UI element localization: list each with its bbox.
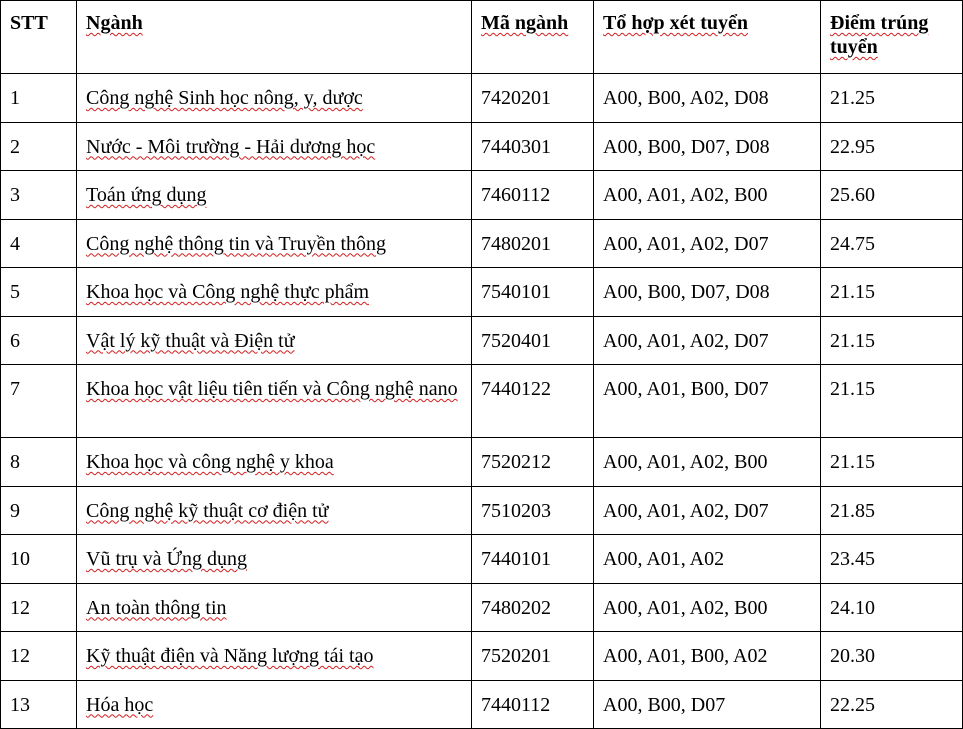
table-header-row [1, 1, 963, 74]
header-diem [821, 1, 963, 74]
cell-ma-nganh: 7520212 [472, 438, 594, 487]
cell-stt: 4 [1, 219, 77, 268]
cell-ma-nganh: 7440101 [472, 535, 594, 584]
header-to-hop-label: Tổ hợp xét tuyển [603, 12, 748, 34]
cell-nganh-text: An toàn thông tin [86, 596, 227, 619]
cell-stt: 6 [1, 316, 77, 365]
cell-nganh-text: Toán ứng dụng [86, 184, 207, 206]
cell-nganh [77, 171, 472, 220]
cell-to-hop: A00, A01, A02, B00 [594, 171, 821, 220]
cell-nganh-text: Vật lý kỹ thuật và Điện tử [86, 329, 295, 352]
cell-diem: 22.25 [821, 680, 963, 729]
cell-ma-nganh: 7540101 [472, 268, 594, 317]
cell-nganh-text: Khoa học vật liệu tiên tiến và Công nghệ nano [86, 378, 458, 400]
table-row [1, 365, 963, 438]
table-row [1, 74, 963, 123]
cell-stt: 1 [1, 74, 77, 123]
cell-stt: 2 [1, 122, 77, 171]
cell-diem: 21.25 [821, 74, 963, 123]
cell-stt: 12 [1, 632, 77, 681]
cell-to-hop: A00, B00, D07, D08 [594, 122, 821, 171]
cell-nganh [77, 680, 472, 729]
cell-stt: 12 [1, 583, 77, 632]
cell-ma-nganh: 7440301 [472, 122, 594, 171]
cell-stt: 13 [1, 680, 77, 729]
cell-ma-nganh: 7420201 [472, 74, 594, 123]
cell-ma-nganh: 7460112 [472, 171, 594, 220]
cell-nganh [77, 122, 472, 171]
header-nganh [77, 1, 472, 74]
cell-ma-nganh: 7520401 [472, 316, 594, 365]
cell-to-hop: A00, A01, A02 [594, 535, 821, 584]
cell-nganh-text: Vũ trụ và Ứng dụng [86, 548, 248, 570]
cell-to-hop: A00, A01, A02, B00 [594, 438, 821, 487]
cell-to-hop: A00, B00, D07, D08 [594, 268, 821, 317]
cell-stt: 3 [1, 171, 77, 220]
cell-stt: 8 [1, 438, 77, 487]
cell-ma-nganh: 7480202 [472, 583, 594, 632]
cell-nganh-text: Khoa học và Công nghệ thực phẩm [86, 281, 369, 303]
cell-diem: 20.30 [821, 632, 963, 681]
header-nganh-label: Ngành [86, 12, 143, 34]
cell-nganh-text: Công nghệ kỹ thuật cơ điện tử [86, 499, 329, 522]
table-row [1, 171, 963, 220]
cell-diem: 21.15 [821, 316, 963, 365]
cell-stt: 9 [1, 486, 77, 535]
cell-diem: 24.75 [821, 219, 963, 268]
table-row [1, 583, 963, 632]
cell-nganh [77, 365, 472, 438]
cell-ma-nganh: 7440112 [472, 680, 594, 729]
cell-ma-nganh: 7510203 [472, 486, 594, 535]
table-row [1, 680, 963, 729]
cell-to-hop: A00, A01, A02, D07 [594, 486, 821, 535]
cell-to-hop: A00, A01, A02, D07 [594, 316, 821, 365]
cell-to-hop: A00, B00, D07 [594, 680, 821, 729]
cell-nganh-text: Nước - Môi trường - Hải dương học [86, 135, 376, 158]
cell-nganh [77, 316, 472, 365]
table-row [1, 316, 963, 365]
cell-stt: 5 [1, 268, 77, 317]
cell-nganh-text: Hóa học [86, 693, 154, 716]
cell-nganh [77, 438, 472, 487]
table-row [1, 632, 963, 681]
cell-nganh [77, 219, 472, 268]
cell-diem: 21.15 [821, 438, 963, 487]
cell-to-hop: A00, A01, A02, D07 [594, 219, 821, 268]
header-ma-nganh [472, 1, 594, 74]
cell-nganh-text: Công nghệ Sinh học nông, y, dược [86, 87, 363, 109]
cell-diem: 21.15 [821, 268, 963, 317]
table-row [1, 438, 963, 487]
cell-ma-nganh: 7440122 [472, 365, 594, 438]
cell-diem: 21.85 [821, 486, 963, 535]
cell-nganh [77, 486, 472, 535]
table-row [1, 219, 963, 268]
table-row [1, 122, 963, 171]
cell-nganh [77, 632, 472, 681]
table-row [1, 535, 963, 584]
header-diem-label: Điểm trúng tuyển [830, 12, 929, 58]
cell-nganh [77, 535, 472, 584]
cell-nganh [77, 583, 472, 632]
cell-nganh-text: Kỹ thuật điện và Năng lượng tái tạo [86, 645, 374, 667]
cell-diem: 25.60 [821, 171, 963, 220]
cell-to-hop: A00, A01, B00, D07 [594, 365, 821, 438]
cell-stt: 7 [1, 365, 77, 438]
cell-to-hop: A00, A01, A02, B00 [594, 583, 821, 632]
cell-diem: 21.15 [821, 365, 963, 438]
cell-ma-nganh: 7480201 [472, 219, 594, 268]
cell-nganh [77, 268, 472, 317]
cell-ma-nganh: 7520201 [472, 632, 594, 681]
cell-nganh-text: Khoa học và công nghệ y khoa [86, 451, 334, 473]
cell-diem: 23.45 [821, 535, 963, 584]
cell-to-hop: A00, B00, A02, D08 [594, 74, 821, 123]
cell-stt: 10 [1, 535, 77, 584]
cell-to-hop: A00, A01, B00, A02 [594, 632, 821, 681]
cell-nganh-text: Công nghệ thông tin và Truyền thông [86, 232, 387, 255]
table-row [1, 486, 963, 535]
header-stt: STT [1, 1, 77, 74]
cell-nganh [77, 74, 472, 123]
header-to-hop [594, 1, 821, 74]
header-ma-nganh-label: Mã ngành [481, 12, 569, 34]
cell-diem: 24.10 [821, 583, 963, 632]
cell-diem: 22.95 [821, 122, 963, 171]
table-row [1, 268, 963, 317]
